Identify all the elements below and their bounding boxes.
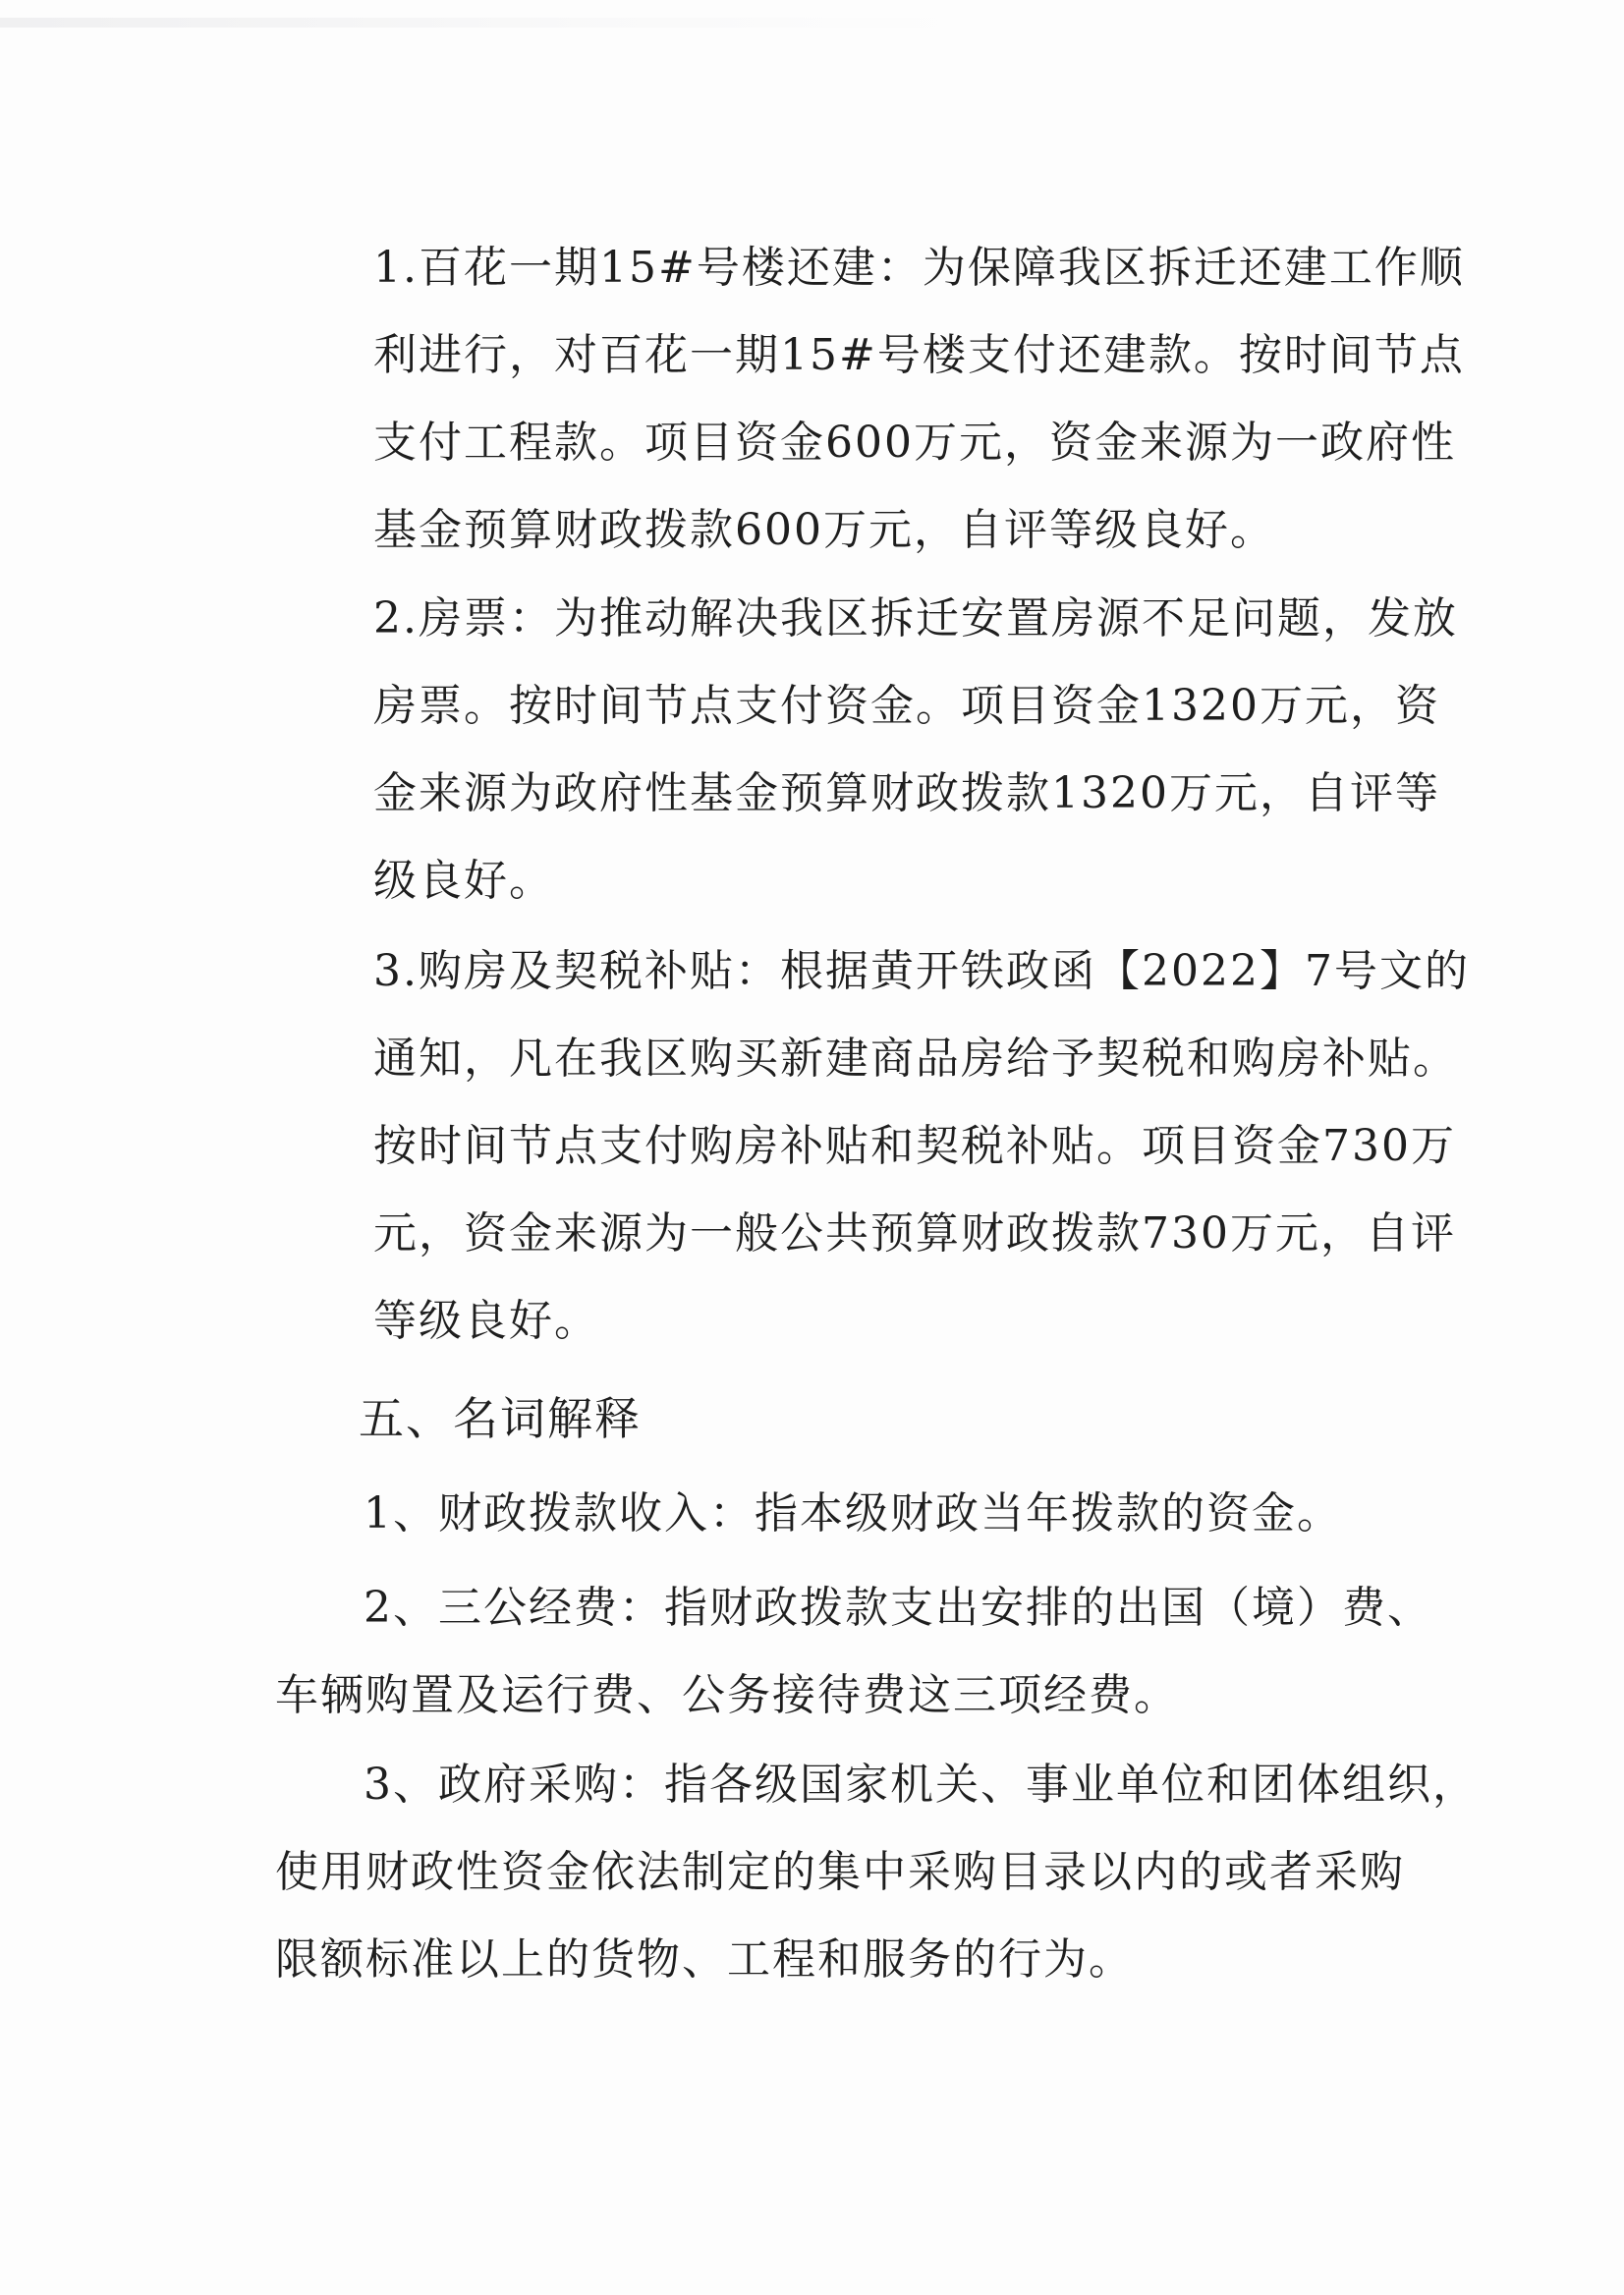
text-line: 按时间节点支付购房补贴和契税补贴。项目资金730万 bbox=[373, 1121, 1456, 1171]
text-line: 基金预算财政拨款600万元，自评等级良好。 bbox=[373, 505, 1275, 555]
text-line: 支付工程款。项目资金600万元，资金来源为一政府性 bbox=[373, 418, 1456, 468]
text-line: 使用财政性资金依法制定的集中采购目录以内的或者采购 bbox=[275, 1847, 1405, 1897]
text-line: 金来源为政府性基金预算财政拨款1320万元，自评等 bbox=[373, 768, 1440, 818]
text-line: 2、三公经费：指财政拨款支出安排的出国（境）费、 bbox=[364, 1583, 1432, 1633]
text-line: 限额标准以上的货物、工程和服务的行为。 bbox=[275, 1934, 1134, 1985]
text-line: 元，资金来源为一般公共预算财政拨款730万元，自评 bbox=[373, 1208, 1456, 1259]
project-item-1 bbox=[373, 224, 1465, 574]
scan-artifact bbox=[0, 18, 963, 28]
text-line: 3.购房及契税补贴：根据黄开铁政函【2022】7号文的 bbox=[373, 946, 1470, 996]
term-definition-1 bbox=[275, 1470, 1342, 1557]
project-item-3 bbox=[373, 927, 1470, 1365]
section-heading: 五、名词解释 bbox=[359, 1392, 642, 1445]
text-line: 房票。按时间节点支付资金。项目资金1320万元，资 bbox=[373, 681, 1440, 731]
text-line: 1.百花一期15#号楼还建：为保障我区拆迁还建工作顺 bbox=[373, 243, 1465, 293]
text-line: 2.房票：为推动解决我区拆迁安置房源不足问题，发放 bbox=[373, 593, 1458, 644]
text-line: 通知，凡在我区购买新建商品房给予契税和购房补贴。 bbox=[373, 1034, 1458, 1084]
text-line: 3、政府采购：指各级国家机关、事业单位和团体组织， bbox=[364, 1760, 1478, 1810]
text-line: 利进行，对百花一期15#号楼支付还建款。按时间节点 bbox=[373, 330, 1465, 380]
project-item-2 bbox=[373, 575, 1458, 924]
text-line: 1、财政拨款收入：指本级财政当年拨款的资金。 bbox=[364, 1488, 1342, 1539]
text-line: 级良好。 bbox=[373, 856, 554, 906]
term-definition-2 bbox=[275, 1564, 1432, 1739]
text-line: 车辆购置及运行费、公务接待费这三项经费。 bbox=[275, 1670, 1179, 1720]
term-definition-3 bbox=[275, 1741, 1478, 2003]
text-line: 等级良好。 bbox=[373, 1296, 599, 1346]
